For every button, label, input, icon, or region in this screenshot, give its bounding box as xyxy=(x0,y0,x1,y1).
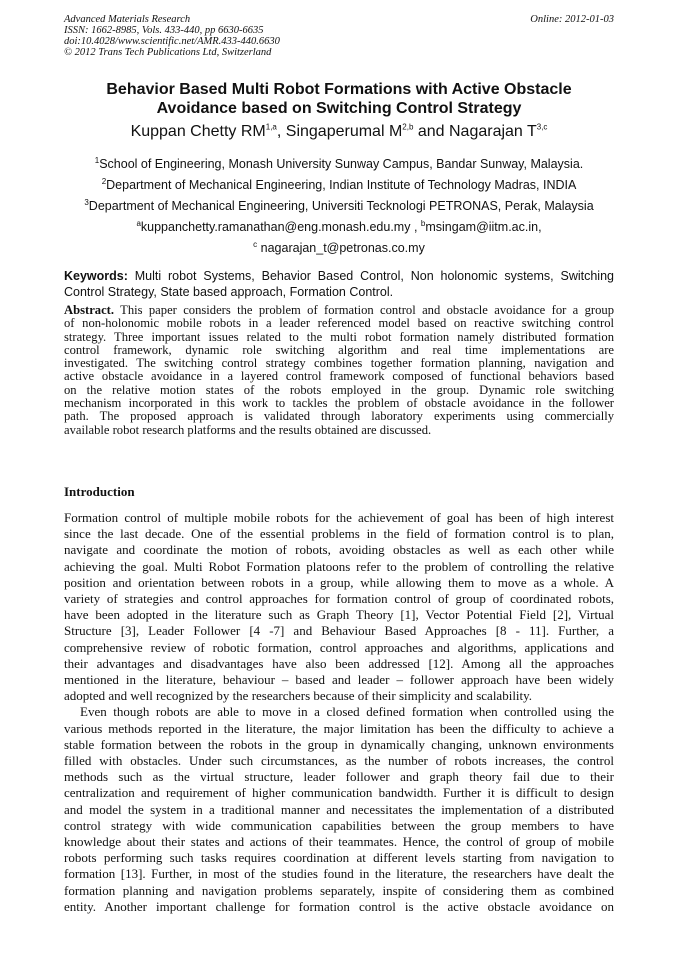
author-sup: 1,a xyxy=(265,122,277,132)
affiliations xyxy=(0,154,678,259)
online-date: Online: 2012-01-03 xyxy=(530,14,614,25)
abstract-line: of non-holonomic mobile robots in a leader referenced model based on reactive switching control xyxy=(64,316,614,331)
title-line: Behavior Based Multi Robot Formations with Active Obstacle xyxy=(106,81,572,98)
abstract-line: on the relative motion states of the robots employed in the group. Dynamic role switching xyxy=(64,382,614,397)
separator: , xyxy=(276,123,286,140)
paragraph-line: centralization and requirement of higher communication bandwidth. Further it is difficult to design xyxy=(64,785,614,801)
paragraph-line: Structure [3], Leader Follower [4 -7] and Behaviour Based Approaches [8 - 11]. Further, a xyxy=(64,623,614,639)
paragraph-line: robots performing such tasks requires coordination at different levels starting from navigation to xyxy=(64,850,614,866)
abstract-line: active obstacle avoidance in a layered control framework composed of functional behaviors based xyxy=(64,369,614,384)
section-heading: Introduction xyxy=(64,484,135,499)
issn: ISSN: 1662-8985, Vols. 433-440, pp 6630-6635 xyxy=(64,25,264,36)
paragraph-line: Even though robots are able to move in a closed defined formation when controlled using the xyxy=(80,704,614,720)
abstract-line: mechanism incorporated in this work to tackles the problem of obstacle avoidance in the follower xyxy=(64,396,614,411)
emails: $^a$kuppanchetty.ramanathan@eng.monash.edu.my , $^b$msingam@iitm.ac.in, xyxy=(136,218,542,234)
paragraph-line: stable formation between the robots in the group in dynamically changing, unknown environments xyxy=(64,736,614,752)
paragraph-line: position and orientation between robots in a group, while allowing them to move as a whole. A xyxy=(64,574,614,590)
authors xyxy=(0,122,678,142)
paragraph-line: and model the system in a traditional manner and necessitates the implementation of a distributed xyxy=(64,801,614,817)
paragraph-line: entity. Another important challenge for formation control is the active obstacle avoidance on xyxy=(64,898,614,914)
paragraph-line: comprehensive review of robotic formation, control approaches and algorithms, applications and xyxy=(64,639,614,655)
introduction-body xyxy=(64,510,614,915)
publication-header xyxy=(64,14,280,58)
paragraph-line: navigate and coordinate the motion of robots, avoiding obstacles as well as each other while xyxy=(64,542,614,558)
paragraph-line: achieving the goal. Multi Robot Formation platoons refer to the problem of controlling the relative xyxy=(64,558,614,574)
email-a[interactable]: kuppanchetty.ramanathan@eng.monash.edu.my xyxy=(140,220,411,234)
emails: $^c$ nagarajan_t@petronas.co.my xyxy=(253,239,425,255)
doi: doi:10.4028/www.scientific.net/AMR.433-440.6630 xyxy=(64,36,280,47)
author-sup: 3,c xyxy=(536,122,548,132)
abstract-line: Abstract. This paper considers the problem of formation control and obstacle avoidance for a group xyxy=(64,303,614,317)
author: Kuppan Chetty RM xyxy=(130,123,266,140)
affiliation: $^1$School of Engineering, Monash University Sunway Campus, Bandar Sunway, Malaysia. xyxy=(94,155,584,171)
abstract-line: path. The proposed approach is validated through laboratory experiments using commercially xyxy=(64,409,614,424)
abstract-line: control framework, dynamic role switching algorithm and real time implementations are xyxy=(64,342,614,357)
copyright: © 2012 Trans Tech Publications Ltd, Switzerland xyxy=(64,47,272,58)
abstract-line: investigated. The switching control strategy combines together formation planning, navigation and xyxy=(64,356,614,371)
email-c[interactable]: nagarajan_t@petronas.co.my xyxy=(260,241,425,255)
journal-name: Advanced Materials Research xyxy=(64,14,191,25)
keywords-label: Keywords: xyxy=(64,269,128,283)
author: Nagarajan T xyxy=(448,123,537,140)
paragraph-line: formation planning and navigation problems separately, inspite of considering them as combined xyxy=(64,882,614,898)
paragraph-line: have been adopted in the literature such as Graph Theory [1], Vector Potential Field [2], Virtual xyxy=(64,607,614,623)
abstract-line: available robot research platforms and the results obtained are discussed. xyxy=(64,422,432,437)
email-b[interactable]: msingam@iitm.ac.in, xyxy=(425,220,542,234)
author: Singaperumal M xyxy=(285,123,403,140)
paragraph-line: filled with obstacles. Under such circumstances, as the number of robots increases, the control xyxy=(64,753,614,769)
paragraph-line: control strategy with wide communication capabilities between the group members to have xyxy=(64,817,614,833)
abstract-label: Abstract. xyxy=(64,303,115,317)
abstract-line: strategy. Three important issues related to the multi robot formation namely distributed formation xyxy=(64,329,614,344)
affiliation: $^2$Department of Mechanical Engineering, Indian Institute of Technology Madras, INDIA xyxy=(101,176,577,192)
paragraph-line: knowledge about their states and actions of their teammates. Hence, the control of group of mobile xyxy=(64,834,614,850)
paragraph-line: Formation control of multiple mobile robots for the achievement of goal has been of high interest xyxy=(64,510,614,525)
paragraph-line: mentioned in the literature, behaviour – based and leader – follower approach have been widely xyxy=(64,672,614,688)
paragraph-line: methods such as the virtual structure, leader follower and graph theory fail due to their xyxy=(64,769,614,785)
paper-title xyxy=(0,80,678,118)
paragraph-line: formation [13]. Further, in most of the studies found in the literature, the researchers have dealt the xyxy=(64,866,614,882)
affiliation: $^3$Department of Mechanical Engineering, Universiti Tecknologi PETRONAS, Perak, Malaysia xyxy=(84,197,594,213)
paragraph-line: adopted and well recognized by the researchers because of their simplicity and scalability. xyxy=(64,688,533,704)
abstract xyxy=(64,304,614,437)
paragraph-line: variety of strategies and control approaches for formation control of group of coordinated robots, xyxy=(64,591,614,607)
author-sup: 2,b xyxy=(402,122,414,132)
title-line: Avoidance based on Switching Control Strategy xyxy=(156,100,522,117)
separator: and xyxy=(413,123,449,140)
paragraph-line: since the last decade. One of the essential problems in the field of formation control is to plan, xyxy=(64,526,614,542)
paragraph-line: various methods reported in the literature, the major limitation has been the difficulty to achieve a xyxy=(64,720,614,736)
keywords: Keywords: Multi robot Systems, Behavior Based Control, Non holonomic systems, Switching Control Strategy, State based approach, Formation Control. xyxy=(64,269,614,299)
paragraph-line: their advantages and disadvantages have also been addressed [12]. Among all the approaches xyxy=(64,655,614,671)
